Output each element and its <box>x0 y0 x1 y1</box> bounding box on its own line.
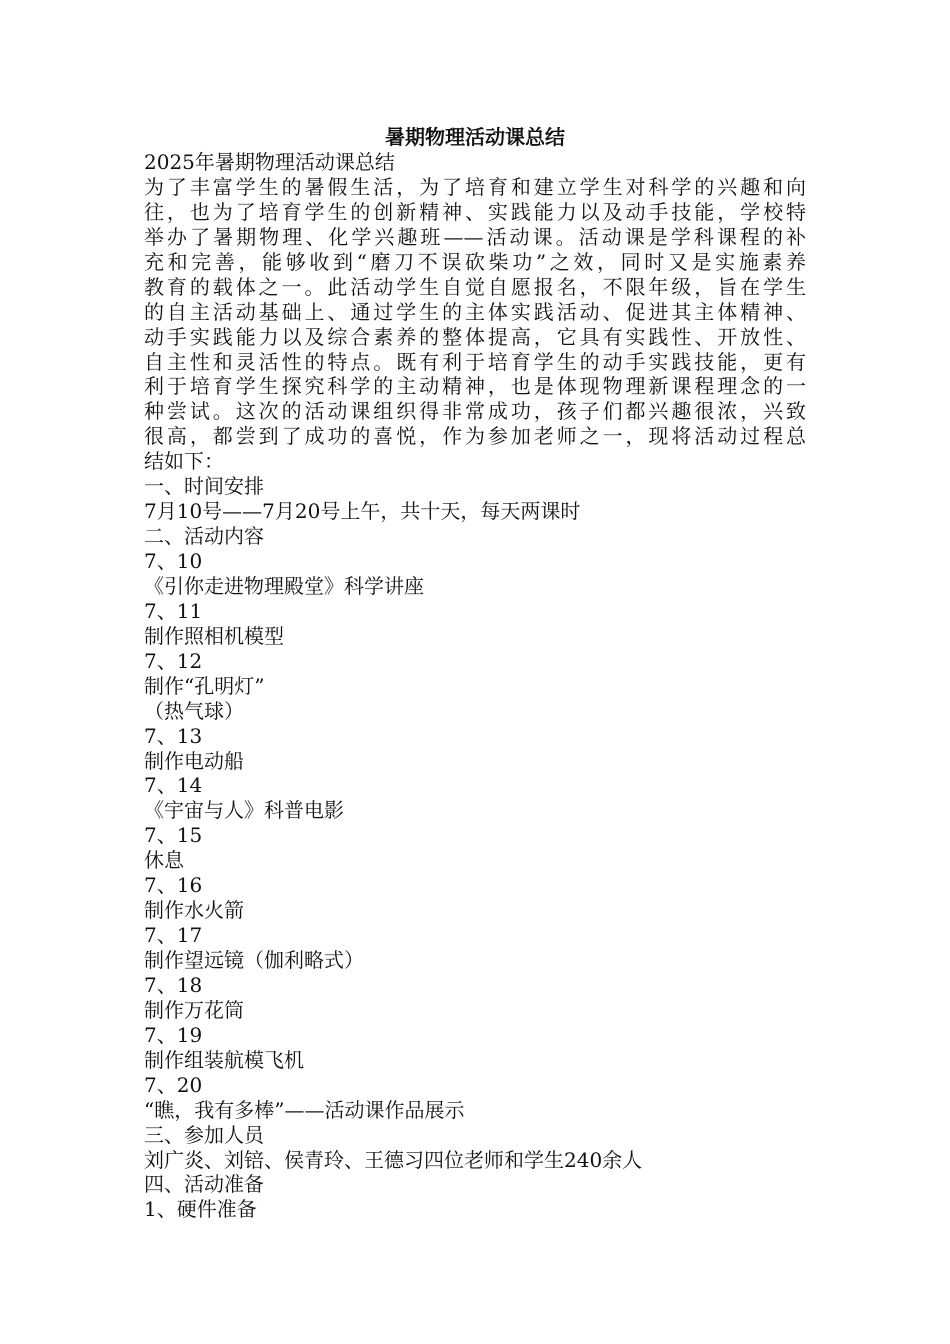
paragraph-line: 举办了暑期物理、化学兴趣班——活动课。活动课是学科课程的补 <box>144 224 806 249</box>
schedule-date: 7、13 <box>144 723 203 748</box>
paragraph-line: 种尝试。这次的活动课组织得非常成功，孩子们都兴趣很浓，兴致 <box>144 399 806 424</box>
schedule-activity: 制作电动船 <box>144 748 244 773</box>
text-line: 刘广炎、刘锫、侯青玲、王德习四位老师和学生240余人 <box>144 1147 643 1172</box>
paragraph-line: 为了丰富学生的暑假生活，为了培育和建立学生对科学的兴趣和向 <box>144 174 806 199</box>
schedule-activity: 制作组装航模飞机 <box>144 1047 304 1072</box>
schedule-date: 7、18 <box>144 972 203 997</box>
schedule-date: 7、12 <box>144 648 203 673</box>
schedule-date: 7、10 <box>144 549 203 573</box>
schedule-activity: 《引你走进物理殿堂》科学讲座 <box>144 573 424 598</box>
section-heading: 二、活动内容 <box>144 524 264 549</box>
schedule-date: 7、16 <box>144 873 203 898</box>
document-page <box>144 124 806 1222</box>
schedule-activity-note: （热气球） <box>144 698 244 723</box>
subsection-heading: 1、硬件准备 <box>144 1197 257 1222</box>
document-title: 暑期物理活动课总结 <box>385 125 565 149</box>
schedule-date: 7、19 <box>144 1022 203 1047</box>
schedule-activity: 制作“孔明灯” <box>144 673 265 698</box>
document-subtitle: 2025年暑期物理活动课总结 <box>144 150 395 174</box>
paragraph-line: 的自主活动基础上、通过学生的主体实践活动、促进其主体精神、 <box>144 299 806 324</box>
section-heading: 四、活动准备 <box>144 1172 264 1197</box>
text-line: 7月10号——7月20号上午，共十天，每天两课时 <box>144 499 581 524</box>
paragraph-line: 利于培育学生探究科学的主动精神，也是体现物理新课程理念的一 <box>144 374 806 399</box>
paragraph-line: 自主性和灵活性的特点。既有利于培育学生的动手实践技能，更有 <box>144 349 806 374</box>
schedule-activity: 制作万花筒 <box>144 997 244 1022</box>
schedule-activity: “瞧，我有多棒”——活动课作品展示 <box>144 1097 465 1122</box>
schedule-activity: 制作望远镜（伽利略式） <box>144 948 364 972</box>
paragraph-line: 充和完善，能够收到“磨刀不误砍柴功”之效，同时又是实施素养 <box>144 249 806 274</box>
schedule-date: 7、15 <box>144 823 203 848</box>
schedule-activity: 休息 <box>144 848 184 873</box>
schedule-date: 7、11 <box>144 598 203 623</box>
paragraph-line: 动手实践能力以及综合素养的整体提高，它具有实践性、开放性、 <box>144 324 806 349</box>
schedule-date: 7、14 <box>144 773 203 798</box>
paragraph-line: 教育的载体之一。此活动学生自觉自愿报名，不限年级，旨在学生 <box>144 274 806 299</box>
paragraph-line: 往，也为了培育学生的创新精神、实践能力以及动手技能，学校特 <box>144 199 806 224</box>
section-heading: 一、时间安排 <box>144 474 264 499</box>
schedule-date: 7、17 <box>144 923 203 948</box>
paragraph-line: 很高，都尝到了成功的喜悦，作为参加老师之一，现将活动过程总 <box>144 424 806 449</box>
schedule-activity: 制作水火箭 <box>144 898 244 923</box>
schedule-activity: 《宇宙与人》科普电影 <box>144 798 344 823</box>
section-heading: 三、参加人员 <box>144 1122 264 1147</box>
schedule-activity: 制作照相机模型 <box>144 623 284 648</box>
paragraph-line: 结如下： <box>144 449 224 474</box>
schedule-date: 7、20 <box>144 1072 203 1097</box>
